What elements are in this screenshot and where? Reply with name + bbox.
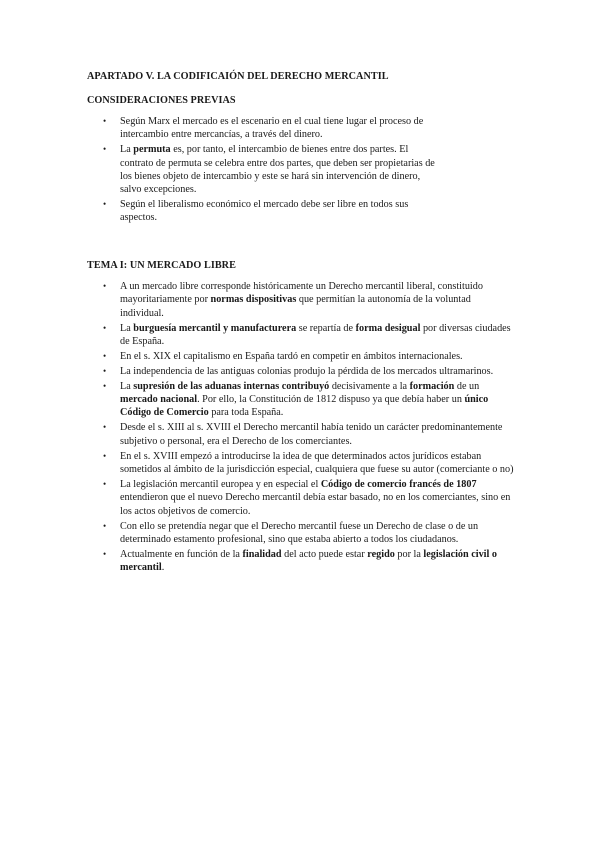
list-item <box>0 548 516 575</box>
text-run: entendieron que el nuevo Derecho mercantil debía estar basado, no en los comerciantes, sino en los actos objetivos de comercio. <box>120 492 511 517</box>
text-run: decisivamente a la <box>329 380 410 392</box>
bold-text: regido <box>367 548 395 560</box>
text-run: A un mercado libre corresponde históricamente un Derecho mercantil liberal, constituido mayoritariamente por <box>120 281 483 306</box>
document-title: APARTADO V. LA CODIFICAIÓN DEL DERECHO MERCANTIL <box>87 71 389 82</box>
bullet-icon: • <box>103 199 107 210</box>
bold-text: legislación civil o mercantil <box>120 548 497 574</box>
bold-text: mercado nacional <box>120 394 198 406</box>
bold-text: Código de comercio francés de 1807 <box>320 478 477 490</box>
text-run: En el s. XIX el capitalismo en España tardó en competir en ámbitos internacionales. <box>120 350 463 362</box>
bold-text: forma desigual <box>355 322 421 334</box>
bullet-list-consideraciones <box>0 115 438 226</box>
text-run: de un <box>454 380 480 392</box>
bullet-icon: • <box>103 365 107 376</box>
bullet-icon: • <box>103 281 107 291</box>
bold-text: supresión de las aduanas internas contribuyó <box>133 380 330 392</box>
list-item <box>0 350 516 363</box>
list-item <box>0 322 516 349</box>
bold-text: finalidad <box>242 548 282 560</box>
text-run: del acto puede estar <box>281 548 368 560</box>
bold-text: formación <box>409 380 455 392</box>
list-item <box>0 143 438 196</box>
text-run: . Por ello, la Constitución de 1812 dispuso ya que debía haber un <box>197 394 465 406</box>
text-run: Desde el s. XIII al s. XVIII el Derecho mercantil había tenido un carácter predominantemente subjetivo o personal, era el Derecho de los comerciantes. <box>120 422 503 447</box>
text-run: Según Marx el mercado es el escenario en el cual tiene lugar el proceso de intercambio entre mercancías, a través del dinero. <box>120 116 424 141</box>
bullet-icon: • <box>103 322 107 333</box>
text-run: por diversas ciudades de España. <box>120 322 511 347</box>
text-run: La legislación mercantil europea y en especial el <box>120 478 321 490</box>
text-run: que permitían la autonomía de la voluntad individual. <box>120 294 471 319</box>
list-item <box>0 280 516 320</box>
bold-text: único Código de Comercio <box>120 394 489 419</box>
bold-text: permuta <box>133 144 171 156</box>
section-heading-consideraciones: CONSIDERACIONES PREVIAS <box>87 95 236 106</box>
bullet-icon: • <box>103 350 107 361</box>
text-run: La <box>120 380 134 392</box>
text-run: se repartía de <box>296 322 356 334</box>
bullet-icon: • <box>103 450 107 461</box>
bullet-icon: • <box>103 380 107 391</box>
list-item <box>0 520 516 547</box>
bullet-list-tema-1 <box>0 280 516 576</box>
list-item <box>0 365 516 378</box>
text-run: por la <box>394 548 424 560</box>
bold-text: burguesía mercantil y manufacturera <box>133 322 297 334</box>
text-run: La <box>120 322 134 334</box>
text-run: . <box>161 562 165 574</box>
text-run: Según el liberalismo económico el mercado debe ser libre en todos sus aspectos. <box>120 199 409 224</box>
list-item <box>0 421 516 448</box>
bullet-icon: • <box>103 548 107 559</box>
section-heading-tema-1: TEMA I: UN MERCADO LIBRE <box>87 260 236 271</box>
bullet-icon: • <box>103 478 107 489</box>
list-item <box>0 115 438 142</box>
bold-text: normas dispositivas <box>210 294 297 306</box>
text-run: La independencia de las antiguas colonias produjo la pérdida de los mercados ultramarinos. <box>120 365 494 377</box>
bullet-icon: • <box>103 116 107 126</box>
list-item <box>0 380 516 420</box>
text-run: La <box>120 144 134 156</box>
text-run: En el s. XVIII empezó a introducirse la idea de que determinados actos jurídicos estaban sometidos al ámbito de la jurisdicción especial, cualquiera que fuese su autor (comerciante o no) <box>120 450 514 475</box>
text-run: Con ello se pretendía negar que el Derecho mercantil fuese un Derecho de clase o de un determinado estamento profesional, sino que estaba abierto a todos los ciudadanos. <box>120 520 479 545</box>
bullet-icon: • <box>103 144 107 155</box>
bullet-icon: • <box>103 520 107 531</box>
bullet-icon: • <box>103 422 107 433</box>
list-item <box>0 198 438 225</box>
list-item <box>0 478 516 518</box>
text-run: Actualmente en función de la <box>120 548 243 560</box>
text-run: para toda España. <box>208 407 284 419</box>
text-run: es, por tanto, el intercambio de bienes entre dos partes. El contrato de permuta se celebra entre dos partes, que deben ser propietarias de los bienes objeto de intercambio y este se hará sin intervención de dinero, salvo excepciones. <box>120 144 435 196</box>
list-item <box>0 450 516 477</box>
